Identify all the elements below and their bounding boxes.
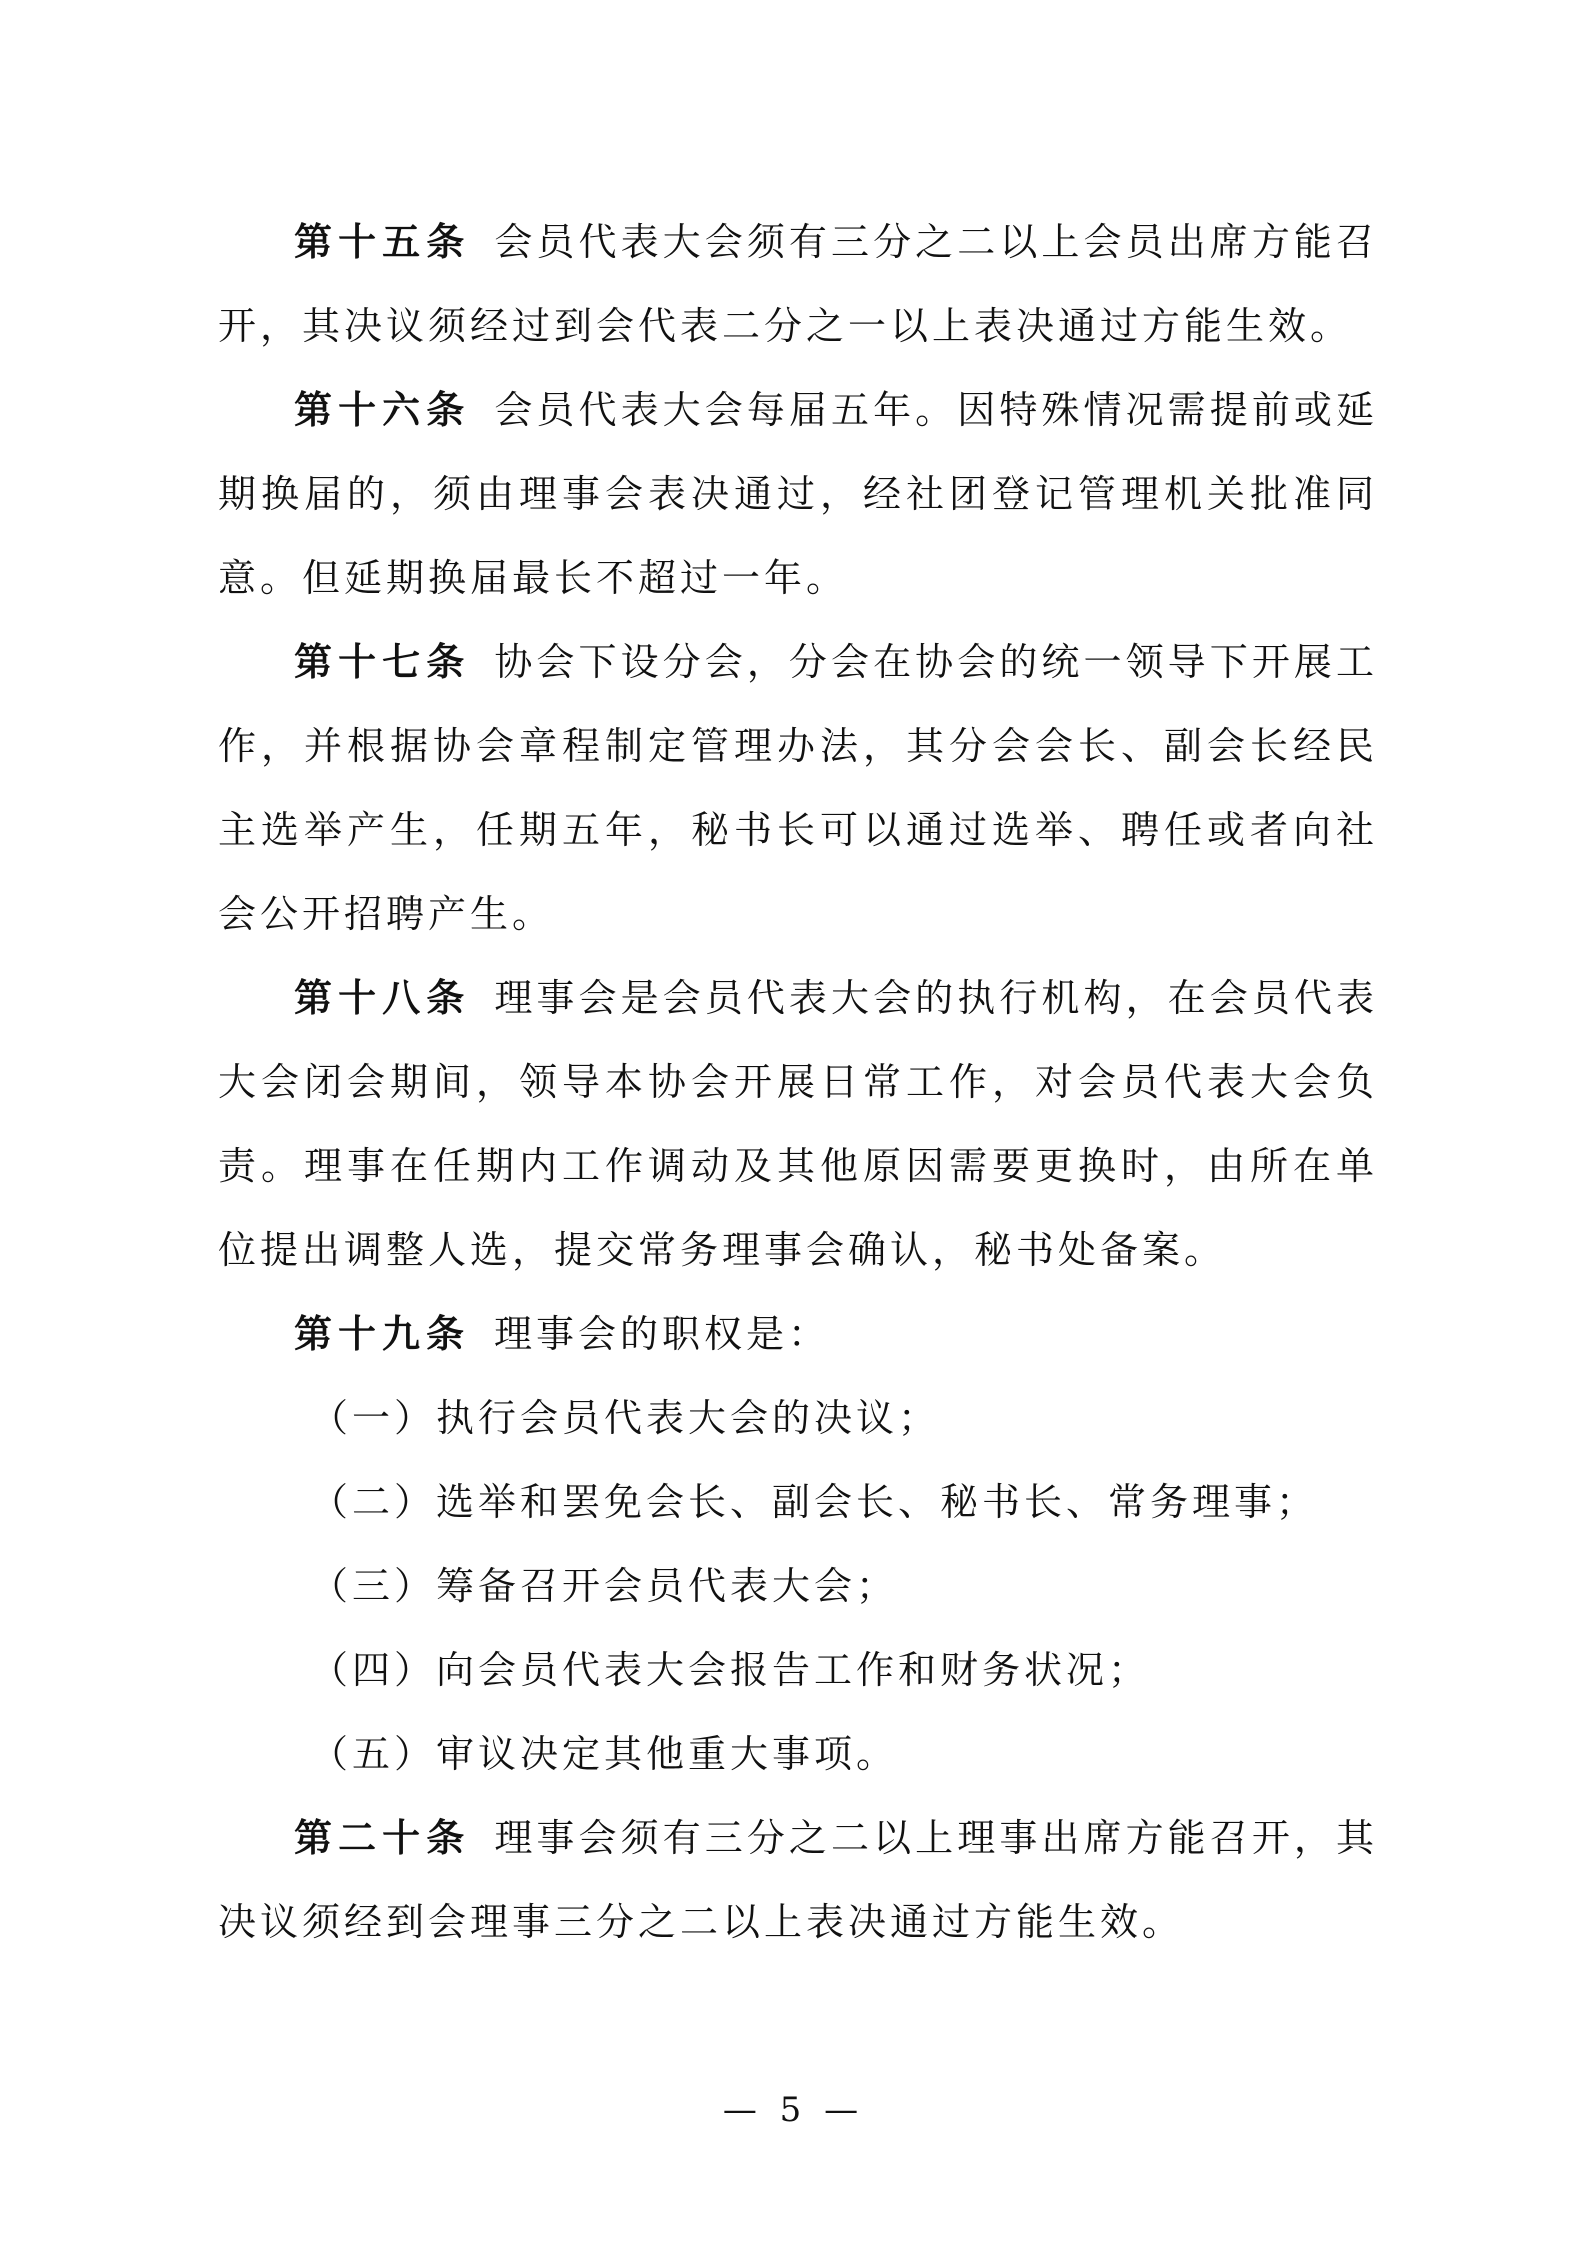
article-text: 会员代表大会须有三分之二以上会员出席方能召开，其决议须经过到会代表二分之一以上表决通过方能生效。 [218, 220, 1378, 348]
article-19 [218, 1292, 1378, 1376]
document-body [218, 200, 1378, 1964]
article-15 [218, 200, 1378, 368]
article-number: 第十九条 [294, 1311, 471, 1356]
article-20 [218, 1796, 1378, 1964]
article-number: 第十五条 [294, 219, 471, 264]
article-18 [218, 956, 1378, 1292]
article-16 [218, 368, 1378, 620]
article-number: 第十六条 [294, 387, 471, 432]
article-17 [218, 620, 1378, 956]
power-item-5: （五）审议决定其他重大事项。 [310, 1732, 899, 1776]
article-text: 会员代表大会每届五年。因特殊情况需提前或延期换届的，须由理事会表决通过，经社团登记管理机关批准同意。但延期换届最长不超过一年。 [218, 388, 1378, 600]
article-number: 第十七条 [294, 639, 471, 684]
power-item-4: （四）向会员代表大会报告工作和财务状况； [310, 1648, 1151, 1692]
article-number: 第二十条 [294, 1815, 471, 1860]
article-text: 协会下设分会，分会在协会的统一领导下开展工作，并根据协会章程制定管理办法，其分会会长、副会长经民主选举产生，任期五年，秘书长可以通过选举、聘任或者向社会公开招聘产生。 [218, 640, 1378, 936]
power-item-2: （二）选举和罢免会长、副会长、秘书长、常务理事； [310, 1480, 1319, 1524]
power-item-3: （三）筹备召开会员代表大会； [310, 1564, 899, 1608]
power-item-1: （一）执行会员代表大会的决议； [310, 1396, 941, 1440]
article-text: 理事会是会员代表大会的执行机构，在会员代表大会闭会期间，领导本协会开展日常工作，对会员代表大会负责。理事在任期内工作调动及其他原因需要更换时，由所在单位提出调整人选，提交常务理事会确认，秘书处备案。 [218, 976, 1378, 1272]
article-text: 理事会的职权是： [494, 1312, 831, 1356]
article-number: 第十八条 [294, 975, 471, 1020]
page-number: — 5 — [722, 2090, 865, 2130]
article-text: 理事会须有三分之二以上理事出席方能召开，其决议须经到会理事三分之二以上表决通过方能生效。 [218, 1816, 1378, 1944]
